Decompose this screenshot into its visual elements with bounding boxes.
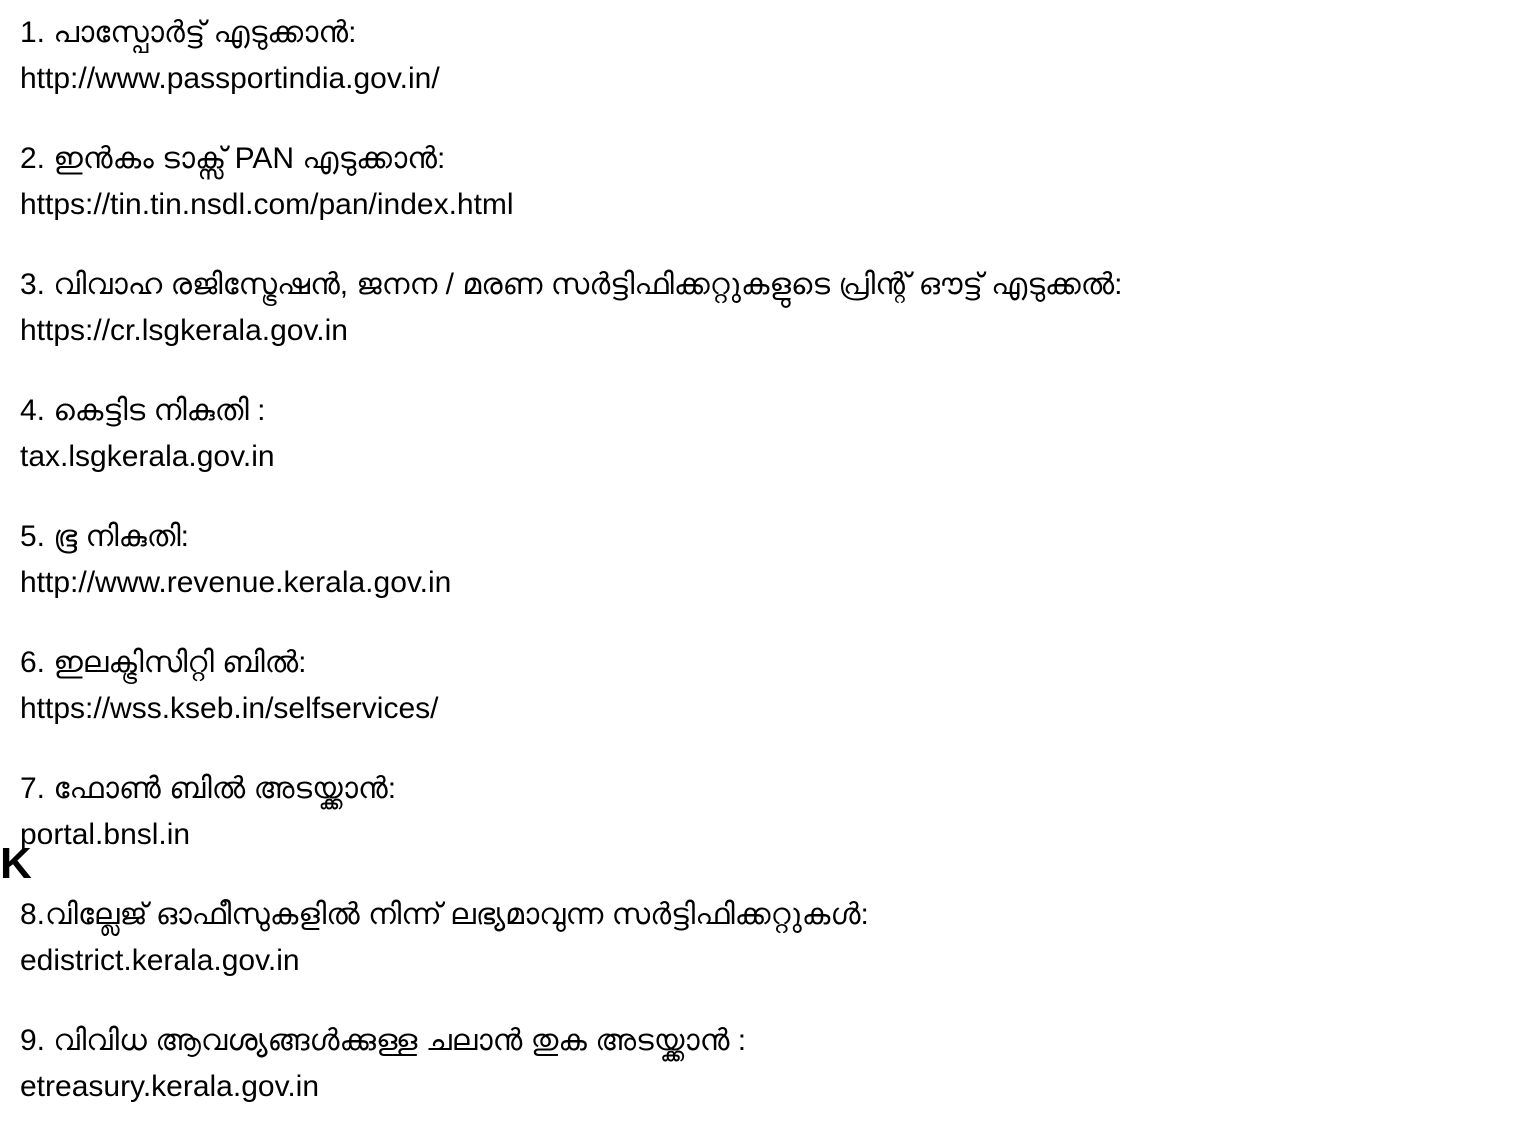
list-item-building-tax: [20, 388, 1510, 514]
item-title: 4. കെട്ടിട നികുതി :: [20, 394, 266, 427]
item-link[interactable]: edistrict.kerala.gov.in: [20, 944, 300, 977]
item-title: 6. ഇലക്ട്രിസിറ്റി ബിൽ:: [20, 646, 307, 679]
item-link[interactable]: https://tin.tin.nsdl.com/pan/index.html: [20, 188, 514, 221]
list-item-village-certificates: [20, 892, 1510, 1018]
list-item-electricity-bill: [20, 640, 1510, 766]
list-item-land-tax: [20, 514, 1510, 640]
item-title: 7. ഫോൺ ബിൽ അടയ്ക്കാൻ:: [20, 772, 397, 805]
item-link[interactable]: etreasury.kerala.gov.in: [20, 1070, 320, 1103]
item-title: 1. പാസ്പോർട്ട് എടുക്കാൻ:: [20, 16, 357, 49]
list-item-passport: [20, 10, 1510, 136]
item-title: 8.വില്ലേജ് ഓഫീസുകളിൽ നിന്ന് ലഭ്യമാവുന്ന സർട്ടിഫിക്കറ്റുകൾ:: [20, 898, 869, 931]
item-title: 2. ഇൻകം ടാക്സ് PAN എടുക്കാൻ:: [20, 142, 446, 175]
list-item-pan: [20, 136, 1510, 262]
list-item-challan-payment: [20, 1018, 1510, 1144]
item-title: 3. വിവാഹ രജിസ്ട്രേഷൻ, ജനന / മരണ സർട്ടിഫിക്കറ്റുകളുടെ പ്രിന്റ് ഔട്ട് എടുക്കൽ:: [20, 268, 1123, 301]
stray-letter: K: [0, 839, 32, 888]
item-title: 9. വിവിധ ആവശ്യങ്ങൾക്കുള്ള ചലാൻ തുക അടയ്ക്കാൻ :: [20, 1024, 747, 1057]
item-link[interactable]: tax.lsgkerala.gov.in: [20, 440, 275, 473]
item-link[interactable]: https://wss.kseb.in/selfservices/: [20, 692, 439, 725]
list-item-civil-registration: [20, 262, 1510, 388]
item-link[interactable]: https://cr.lsgkerala.gov.in: [20, 314, 348, 347]
list-item-phone-bill: [20, 766, 1510, 892]
item-link[interactable]: http://www.passportindia.gov.in/: [20, 62, 440, 95]
service-links-list: [20, 10, 1510, 1144]
item-link[interactable]: http://www.revenue.kerala.gov.in: [20, 566, 452, 599]
item-title: 5. ഭൂ നികുതി:: [20, 520, 190, 553]
item-link[interactable]: portal.bnsl.in: [20, 818, 191, 851]
